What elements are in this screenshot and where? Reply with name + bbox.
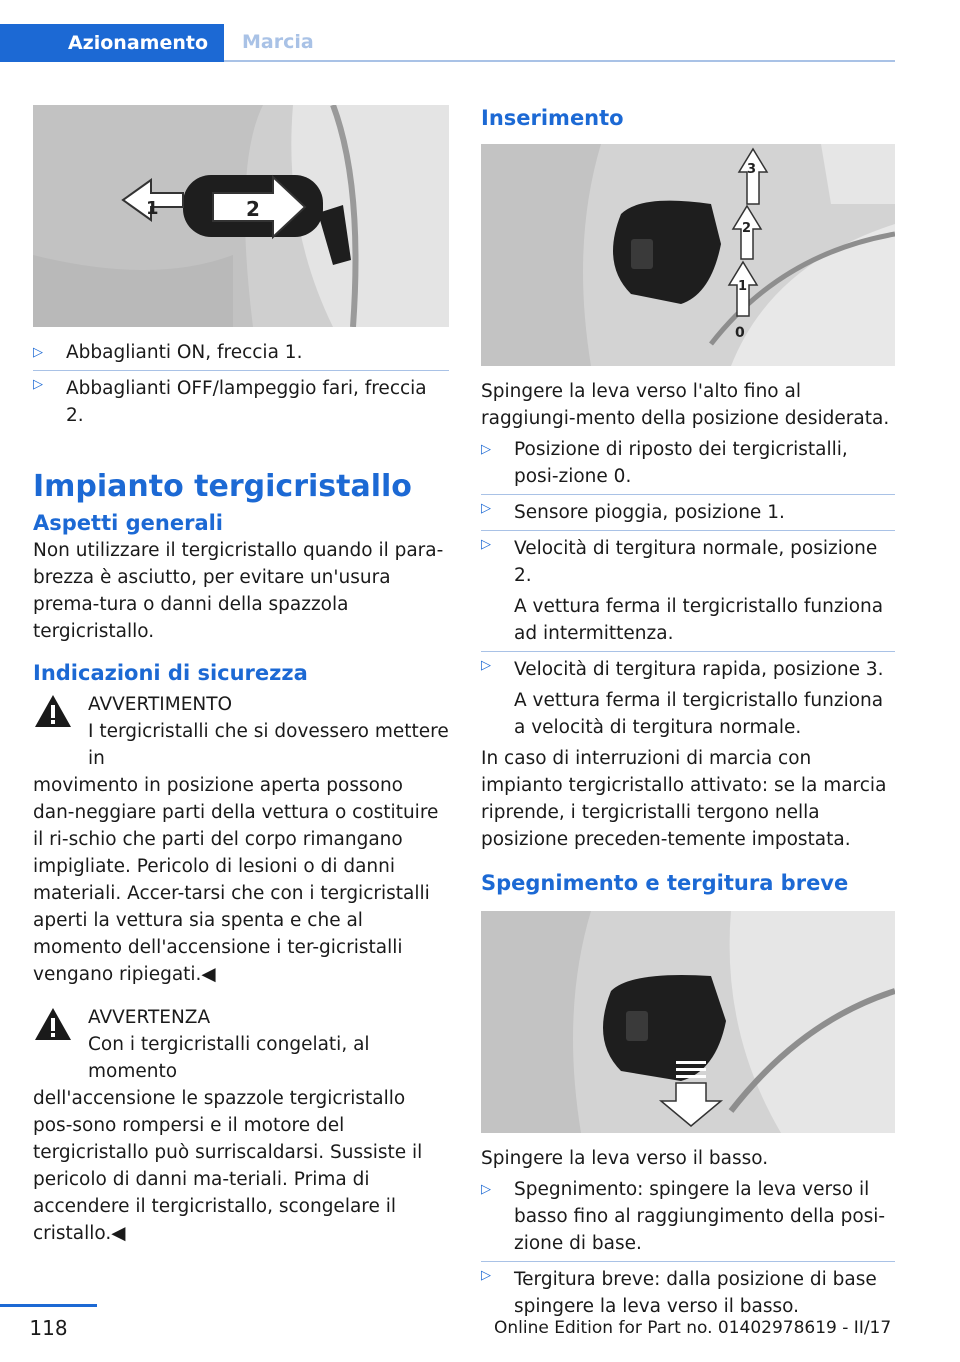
triangle-bullet-icon: ▷	[481, 658, 491, 673]
list-item: ▷ Abbaglianti OFF/lampeggio fari, freccia 2.	[33, 370, 449, 429]
list-item: ▷ Velocità di tergitura rapida, posizione 3. A vettura ferma il tergicristallo funziona a velocità di tergitura normale.	[481, 651, 895, 741]
wiper-insert-figure	[481, 144, 895, 366]
warning-triangle-icon	[33, 1006, 73, 1042]
triangle-bullet-icon: ▷	[481, 1182, 491, 1197]
page-number: 118	[29, 1316, 68, 1340]
figure-label-2b: 2	[742, 221, 752, 236]
edition-text: Online Edition for Part no. 01402978619 - II/17	[494, 1318, 892, 1338]
triangle-bullet-icon: ▷	[481, 1268, 491, 1283]
insert-text: Spingere la leva verso l'alto fino al raggiungi-mento della posizione desiderata.	[481, 381, 890, 429]
tab-underline	[224, 60, 895, 62]
figure-label-0: 0	[735, 325, 745, 341]
list-item: ▷ Sensore pioggia, posizione 1.	[481, 494, 895, 526]
off-list	[481, 1176, 895, 1320]
tab-marcia[interactable]: Marcia	[242, 31, 314, 53]
tab-azionamento[interactable]: Azionamento	[0, 24, 224, 62]
interrupt-text: In caso di interruzioni di marcia con impianto tergicristallo attivato: se la marcia riprende, i tergicristalli tergono nella posizione preceden-temente impostata.	[481, 748, 887, 850]
warning-text: movimento in posizione aperta possono dan-neggiare parti della vettura o costituire il ri-schio che parti del corpo rimangano impigliate. Pericolo di lesioni o di danni materiali. Accer-tarsi che con i tergicristalli aperti la vettura sia spenta e che al momento dell'accensione i ter-gicristalli vengano ripiegati.◀	[33, 775, 439, 985]
warning-title: AVVERTENZA	[88, 1007, 211, 1028]
triangle-bullet-icon: ▷	[481, 537, 491, 552]
warning-text: dell'accensione le spazzole tergicristallo pos-sono rompersi e il motore del tergicristallo può surriscaldarsi. Sussiste il pericolo di danni ma-teriali. Prima di accendere il tergicristallo, scongelare il cristallo.◀	[33, 1088, 423, 1244]
figure-label-3: 3	[747, 162, 757, 177]
figure-label-2: 2	[246, 197, 260, 221]
triangle-bullet-icon: ▷	[481, 442, 491, 457]
insert-heading: Inserimento	[481, 106, 624, 130]
warning-first-line: I tergicristalli che si dovessero mettere in	[88, 721, 449, 769]
section-title: Impianto tergicristallo	[33, 469, 412, 504]
header-tabs	[0, 24, 895, 62]
list-item: ▷ Velocità di tergitura normale, posizione 2. A vettura ferma il tergicristallo funziona ad intermittenza.	[481, 530, 895, 647]
triangle-bullet-icon: ▷	[481, 501, 491, 516]
list-item: ▷ Spegnimento: spingere la leva verso il basso fino al raggiungimento della posi-zione di base.	[481, 1176, 895, 1257]
figure-label-1: 1	[146, 198, 159, 219]
triangle-bullet-icon: ▷	[33, 377, 43, 392]
off-text: Spingere la leva verso il basso.	[481, 1148, 769, 1169]
list-item: ▷ Tergitura breve: dalla posizione di base spingere la leva verso il basso.	[481, 1261, 895, 1320]
general-heading: Aspetti generali	[33, 511, 224, 535]
warning-block-2	[33, 1004, 449, 1247]
right-column	[481, 105, 895, 1320]
triangle-bullet-icon: ▷	[33, 345, 43, 360]
safety-heading: Indicazioni di sicurezza	[33, 661, 308, 685]
figure-label-1b: 1	[738, 279, 748, 294]
left-column	[33, 105, 449, 1247]
warning-triangle-icon	[33, 693, 73, 729]
general-text: Non utilizzare il tergicristallo quando il para-brezza è asciutto, per evitare un'usura prema-tura o danni della spazzola tergicristallo.	[33, 540, 444, 642]
list-item: ▷ Abbaglianti ON, freccia 1.	[33, 339, 449, 366]
footer-accent-line	[0, 1304, 97, 1307]
warning-first-line: Con i tergicristalli congelati, al momento	[88, 1034, 370, 1082]
insert-list	[481, 436, 895, 741]
high-beam-lever-figure	[33, 105, 449, 327]
high-beam-list	[33, 339, 449, 429]
wiper-off-figure	[481, 911, 895, 1133]
warning-title: AVVERTIMENTO	[88, 694, 233, 715]
list-item: ▷ Posizione di riposto dei tergicristalli, posi-zione 0.	[481, 436, 895, 490]
off-heading: Spegnimento e tergitura breve	[481, 871, 849, 895]
warning-block-1	[33, 691, 449, 988]
